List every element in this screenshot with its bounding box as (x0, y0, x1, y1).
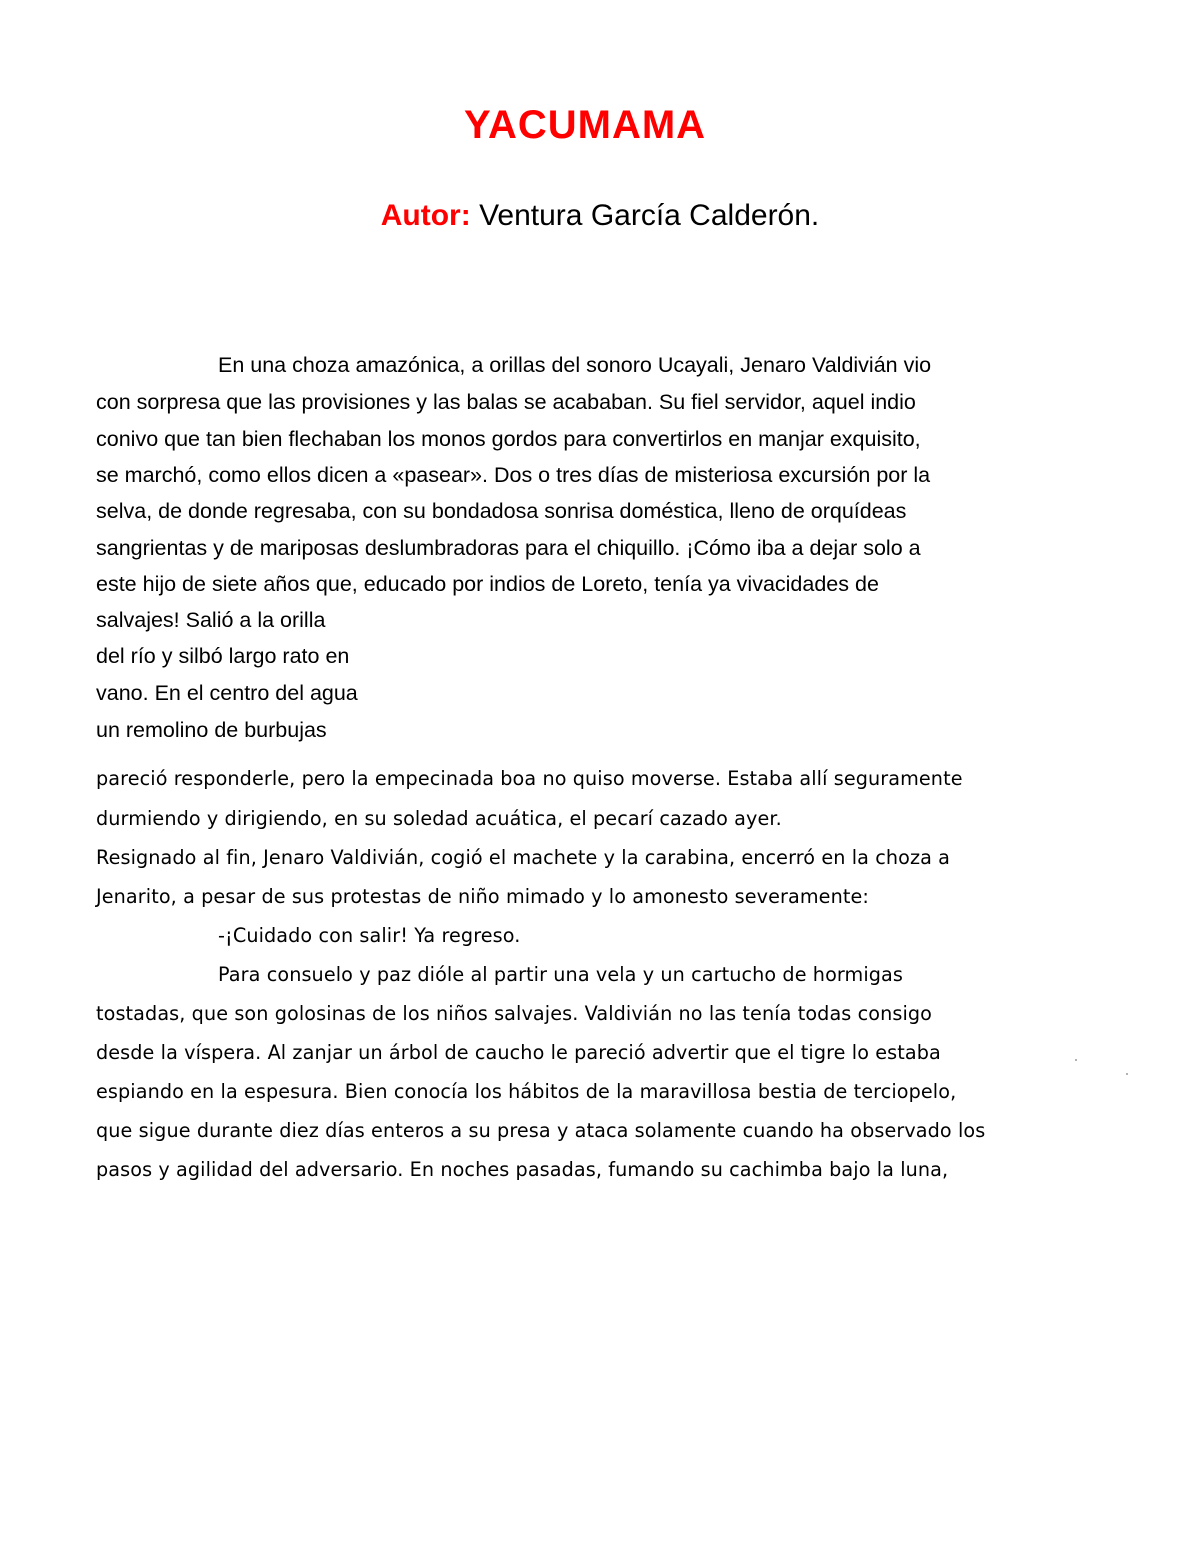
scan-speck (1126, 1073, 1128, 1075)
body-line: vano. En el centro del agua (96, 681, 358, 705)
body-line: durmiendo y dirigiendo, en su soledad acuática, el pecarí cazado ayer. (96, 807, 782, 830)
body-line: salvajes! Salió a la orilla (96, 608, 326, 632)
document-title: YACUMAMA (463, 103, 707, 147)
body-line: sangrientas y de mariposas deslumbradoras para el chiquillo. ¡Cómo iba a dejar solo a (96, 536, 921, 560)
body-line: espiando en la espesura. Bien conocía los hábitos de la maravillosa bestia de terciopelo, (96, 1080, 957, 1103)
body-line: con sorpresa que las provisiones y las balas se acababan. Su fiel servidor, aquel indio (96, 390, 916, 414)
body-line: un remolino de burbujas (96, 718, 327, 742)
body-line: desde la víspera. Al zanjar un árbol de caucho le pareció advertir que el tigre lo estaba (96, 1041, 941, 1064)
body-line: Resignado al fin, Jenaro Valdivián, cogió el machete y la carabina, encerró en la choza a (96, 846, 951, 869)
body-line: del río y silbó largo rato en (96, 644, 350, 668)
body-line: que sigue durante diez días enteros a su presa y ataca solamente cuando ha observado los (96, 1119, 986, 1142)
body-line: Para consuelo y paz dióle al partir una vela y un cartucho de hormigas (218, 963, 904, 986)
body-line: pasos y agilidad del adversario. En noches pasadas, fumando su cachimba bajo la luna, (96, 1158, 949, 1181)
body-line: selva, de donde regresaba, con su bondadosa sonrisa doméstica, lleno de orquídeas (96, 499, 907, 523)
body-line: este hijo de siete años que, educado por indios de Loreto, tenía ya vivacidades de (96, 572, 879, 596)
author-label: Autor: (380, 199, 471, 232)
author-line (0, 196, 1200, 236)
body-line: pareció responderle, pero la empecinada boa no quiso moverse. Estaba allí seguramente (96, 767, 963, 790)
body-line: conivo que tan bien flechaban los monos gordos para convertirlos en manjar exquisito, (96, 427, 921, 451)
body-line: se marchó, como ellos dicen a «pasear». Dos o tres días de misteriosa excursión por la (96, 463, 931, 487)
author-name: Ventura García Calderón. (479, 199, 820, 232)
body-line: Jenarito, a pesar de sus protestas de niño mimado y lo amonesto severamente: (96, 885, 869, 908)
body-line: En una choza amazónica, a orillas del sonoro Ucayali, Jenaro Valdivián vio (218, 353, 932, 377)
scan-speck (1075, 1059, 1077, 1061)
body-line: -¡Cuidado con salir! Ya regreso. (218, 924, 521, 947)
body-line: tostadas, que son golosinas de los niños salvajes. Valdivián no las tenía todas consigo (96, 1002, 932, 1025)
